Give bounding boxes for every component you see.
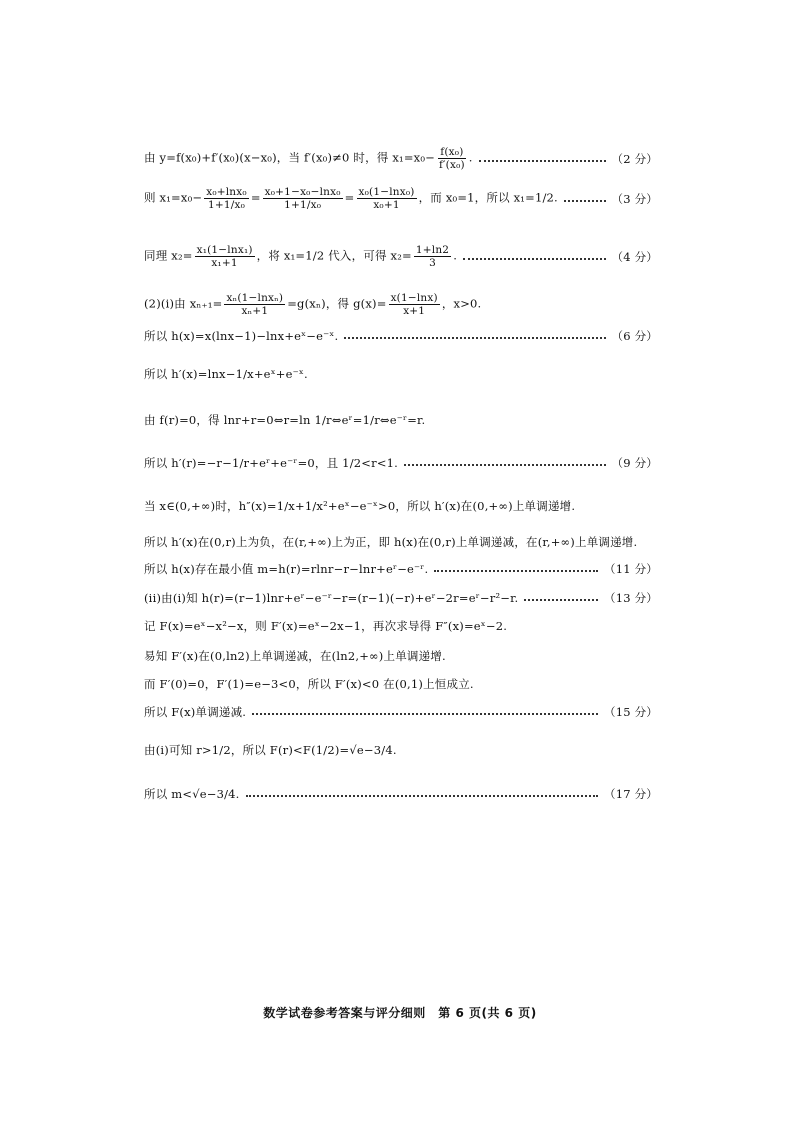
score-17: （17 分） [604, 787, 658, 801]
dot-leader [434, 570, 598, 572]
solution-line-15 [144, 676, 658, 692]
score-6: （6 分） [611, 329, 658, 343]
solution-line-18 [144, 786, 658, 802]
dot-leader [344, 337, 605, 339]
dot-leader [252, 713, 598, 715]
dot-leader [246, 795, 598, 797]
score-13: （13 分） [604, 591, 658, 605]
fraction: $\frac{\text{x₀+lnx₀}}{\text{1+1/x₀}}$ [206, 186, 247, 212]
line-15-text: 而 F′(0)=0，F′(1)=e−3<0，所以 F′(x)<0 在(0,1)上恒成立. [144, 677, 474, 691]
solution-line-12 [144, 590, 658, 606]
score-2: （2 分） [611, 151, 658, 166]
solution-line-3: 同理 x₂= $\frac{\text{x₁(1−lnx₁)}}{\text{x₁+1}}$ ，将 x₁=1/2 代入，可得 x₂= $\frac{1+\ln 2}{3}$ . （4 分） [144, 244, 658, 270]
line-17-text: 由(i)可知 r>1/2，所以 F(r)<F(1/2)=√e−3/4. [144, 743, 397, 757]
score-9: （9 分） [611, 456, 658, 470]
line-9-text: 当 x∈(0,+∞)时，h″(x)=1/x+1/x²+eˣ−e⁻ˣ>0，所以 h′(x)在(0,+∞)上单调递增. [144, 499, 576, 513]
line-3-text: 同理 x₂= [144, 248, 193, 263]
solution-line-14 [144, 648, 658, 664]
solution-line-5 [144, 328, 658, 344]
solution-line-6 [144, 366, 658, 382]
fraction: $\frac{\text{f(x₀)}}{\text{f′(x₀)}}$ [439, 146, 465, 172]
solution-line-7 [144, 412, 658, 428]
solution-line-16 [144, 704, 658, 720]
line-13-text: 记 F(x)=eˣ−x²−x，则 F′(x)=eˣ−2x−1，再次求导得 F″(x)=eˣ−2. [144, 619, 508, 633]
fraction: $\frac{x(1-\ln x)}{x+1}$ [390, 292, 438, 318]
solution-line-8 [144, 455, 658, 471]
dot-leader [404, 464, 605, 466]
line-12-text: (ii)由(i)知 h(r)=(r−1)lnr+eʳ−e⁻ʳ−r=(r−1)(−r)+eʳ−2r=eʳ−r²−r. [144, 591, 519, 605]
line-11-text: 所以 h(x)存在最小值 m=h(r)=rlnr−r−lnr+eʳ−e⁻ʳ. [144, 562, 429, 576]
solution-line-11 [144, 561, 658, 577]
score-3: （3 分） [611, 191, 658, 206]
dot-leader [463, 258, 605, 260]
line-1-text: 由 y=f(x₀)+f′(x₀)(x−x₀)，当 f′(x₀)≠0 时，得 x₁=x₀− [144, 150, 435, 165]
score-4: （4 分） [611, 249, 658, 264]
line-14-text: 易知 F′(x)在(0,ln2)上单调递减，在(ln2,+∞)上单调递增. [144, 649, 446, 663]
dot-leader [524, 599, 598, 601]
line-7-text: 由 f(r)=0，得 lnr+r=0⇔r=ln 1/r⇔eʳ=1/r⇔e⁻ʳ=r. [144, 413, 426, 427]
line-4-text: (2)(i)由 xₙ₊₁= [144, 296, 223, 311]
line-5-text: 所以 h(x)=x(lnx−1)−lnx+eˣ−e⁻ˣ. [144, 329, 339, 343]
solution-line-4: (2)(i)由 xₙ₊₁= $\frac{\text{xₙ(1−lnxₙ)}}{\text{xₙ+1}}$ =g(xₙ)，得 g(x)= $\frac{x(1-\ln x)}{x+1}$ ，x>0. [144, 292, 482, 318]
page-footer: 数学试卷参考答案与评分细则 第 6 页(共 6 页) [263, 1006, 537, 1020]
score-11: （11 分） [604, 562, 658, 576]
score-15: （15 分） [604, 705, 658, 719]
solution-line-13 [144, 618, 658, 634]
dot-leader [564, 200, 606, 202]
fraction: $\frac{\text{x₁(1−lnx₁)}}{\text{x₁+1}}$ [196, 244, 253, 270]
line-6-text: 所以 h′(x)=lnx−1/x+eˣ+e⁻ˣ. [144, 367, 308, 381]
solution-line-9 [144, 498, 658, 514]
fraction: $\frac{\text{x₀(1−lnx₀)}}{\text{x₀+1}}$ [358, 186, 415, 212]
line-18-text: 所以 m<√e−3/4. [144, 787, 240, 801]
fraction: $\frac{\text{x₀+1−x₀−lnx₀}}{\text{1+1/x₀}}$ [264, 186, 341, 212]
line-10-text: 所以 h′(x)在(0,r)上为负，在(r,+∞)上为正，即 h(x)在(0,r)上单调递减，在(r,+∞)上单调递增. [144, 535, 638, 549]
line-2-text: 则 x₁=x₀− [144, 190, 203, 205]
fraction: $\frac{\text{xₙ(1−lnxₙ)}}{\text{xₙ+1}}$ [226, 292, 284, 318]
line-16-text: 所以 F(x)单调递减. [144, 705, 247, 719]
solution-line-1: 由 y=f(x₀)+f′(x₀)(x−x₀)，当 f′(x₀)≠0 时，得 x₁=x₀− $\frac{\text{f(x₀)}}{\text{f′(x₀)}}$ . （2 分） [144, 146, 658, 172]
solution-line-10 [144, 534, 658, 550]
dot-leader [479, 160, 606, 162]
solution-line-2: 则 x₁=x₀− $\frac{\text{x₀+lnx₀}}{\text{1+1/x₀}}$ = $\frac{\text{x₀+1−x₀−lnx₀}}{\text{1+1/x₀}}$ = $\frac{\text{x₀(1−lnx₀)}}{\text{x₀+1}}$ ，而 x₀=1，所以 x₁=1/2. （3 分） [144, 186, 658, 212]
fraction: $\frac{1+\ln 2}{3}$ [415, 244, 450, 270]
solution-line-17 [144, 742, 658, 758]
line-8-text: 所以 h′(r)=−r−1/r+eʳ+e⁻ʳ=0，且 1/2<r<1. [144, 456, 399, 470]
